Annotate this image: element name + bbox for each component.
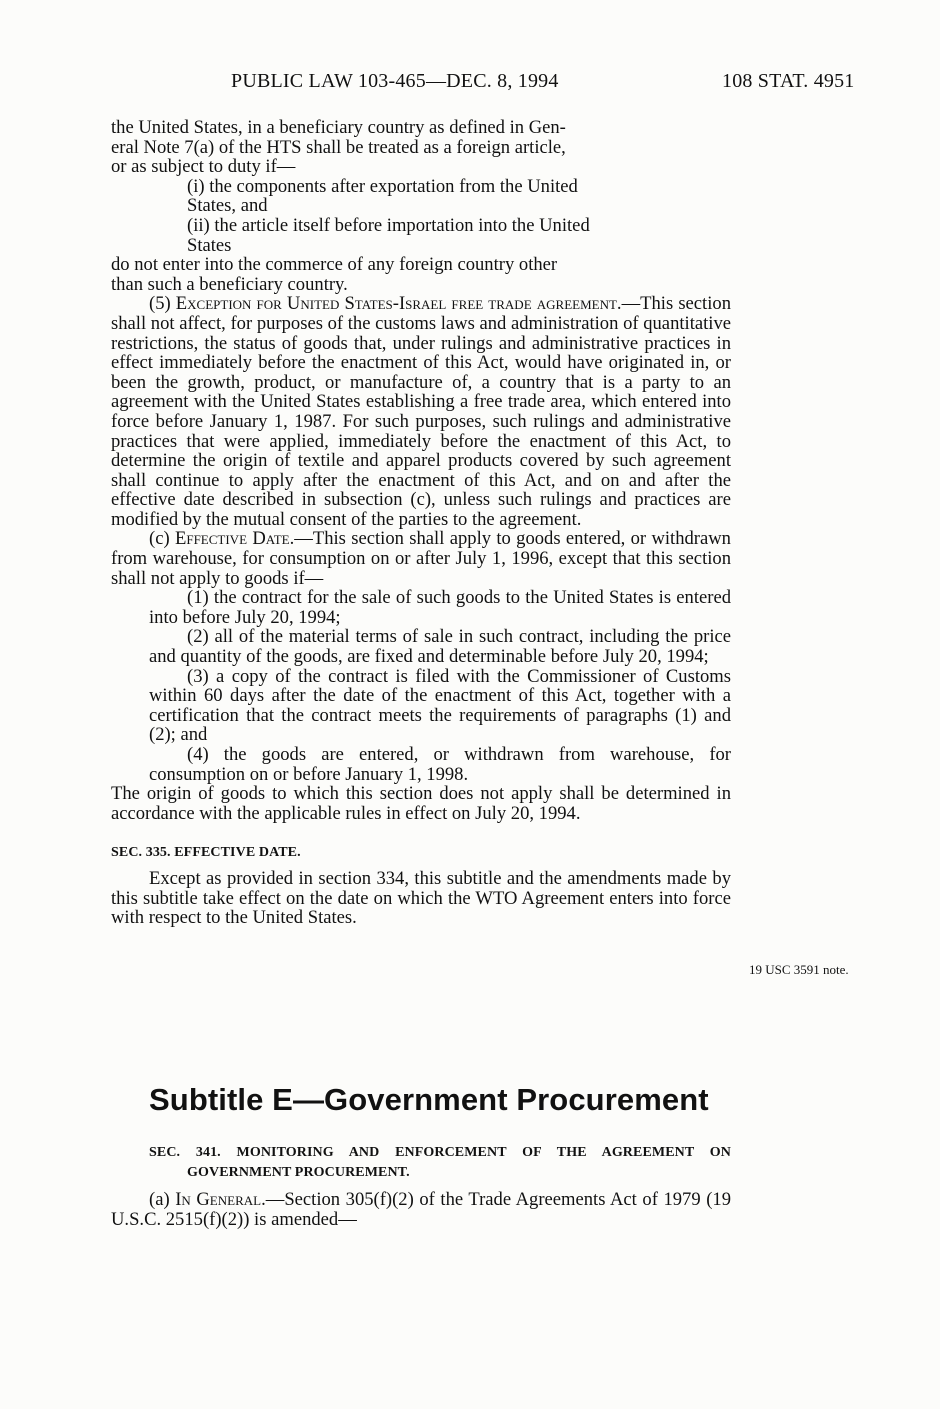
page-citation: 108 STAT. 4951	[722, 70, 855, 92]
section-335-heading: SEC. 335. EFFECTIVE DATE.	[111, 845, 301, 861]
text-line: or as subject to duty if—	[111, 156, 296, 178]
paragraph-5-number: (5)	[149, 293, 176, 315]
running-header-title: PUBLIC LAW 103-465—DEC. 8, 1994	[231, 70, 559, 92]
subsection-c-label: (c)	[149, 528, 175, 550]
text-line: the United States, in a beneficiary country as defined in Gen-	[111, 117, 566, 138]
text-line: eral Note 7(a) of the HTS shall be treated as a foreign article,	[111, 136, 566, 158]
subtitle-heading: Subtitle E—Government Procurement	[149, 1082, 709, 1117]
subsection-a-text: —Section 305(f)(2) of the Trade Agreements Act of 1979 (19 U.S.C. 2515(f)(2)) is amended—	[111, 1189, 731, 1230]
paragraph-c1: (1) the contract for the sale of such goods to the United States is entered into before July 20, 1994;	[149, 587, 731, 628]
text-line: do not enter into the commerce of any foreign country other	[111, 254, 558, 276]
clause-ii: (ii) the article itself before importation into the United	[187, 214, 590, 236]
origin-paragraph: The origin of goods to which this section does not apply shall be determined in accordance with the applicable rules in effect on July 20, 1994.	[111, 783, 731, 824]
paragraph-5	[111, 294, 731, 529]
subsection-c	[111, 529, 731, 588]
margin-note: 19 USC 3591 note.	[749, 962, 849, 977]
subsection-a-heading: In General.	[175, 1189, 266, 1211]
main-text	[111, 118, 731, 928]
paragraph-5-text: —This section shall not affect, for purposes of the customs laws and administration of quantitative restrictions, the status of goods that, under rulings and administrative practices in effect immediately before the enactment of this Act, would have originated in, or been the growth, product, or manufacture of, a country that is a party to an agreement with the United States establishing a free trade area, which entered into force before January 1, 1987. For such purposes, such rulings and administrative practices that were applied, immediately before the enactment of this Act, to determine the origin of textile and apparel products covered by such agreement shall continue to apply after the enactment of this Act, and on and after the effective date described in subsection (c), unless such rulings and practices are modified by the mutual consent of the parties to the agreement.	[111, 293, 731, 530]
paragraph-5-heading: Exception for United States-Israel free trade agreement.	[175, 293, 622, 315]
text-line: than such a beneficiary country.	[111, 273, 348, 295]
clause-ii-cont: States	[187, 234, 232, 256]
subsection-c-text: —This section shall apply to goods entered, or withdrawn from warehouse, for consumption on or after July 1, 1996, except that this section shall not apply to goods if—	[111, 528, 731, 589]
subsection-a	[111, 1190, 731, 1229]
paragraph-c2: (2) all of the material terms of sale in such contract, including the price and quantity of the goods, are fixed and determinable before July 20, 1994;	[149, 626, 731, 668]
clause-i: (i) the components after exportation from the United	[187, 175, 578, 197]
subsection-c-heading: Effective Date.	[174, 528, 295, 550]
section-341	[111, 1143, 731, 1229]
paragraph-c3: (3) a copy of the contract is filed with the Commissioner of Customs within 60 days after the date of the enactment of this Act, together with a certification that the contract meets the requirements of paragraphs (1) and (2); and	[149, 665, 731, 746]
section-341-heading: SEC. 341. MONITORING AND ENFORCEMENT OF THE AGREEMENT ON GOVERNMENT PROCUREMENT.	[149, 1145, 731, 1180]
clause-i-cont: States, and	[187, 195, 268, 217]
subsection-a-label: (a)	[149, 1189, 176, 1211]
paragraph-c4: (4) the goods are entered, or withdrawn from warehouse, for consumption on or before January 1, 1998.	[149, 744, 731, 785]
section-335-text: Except as provided in section 334, this subtitle and the amendments made by this subtitle take effect on the date on which the WTO Agreement enters into force with respect to the United States.	[111, 867, 731, 929]
